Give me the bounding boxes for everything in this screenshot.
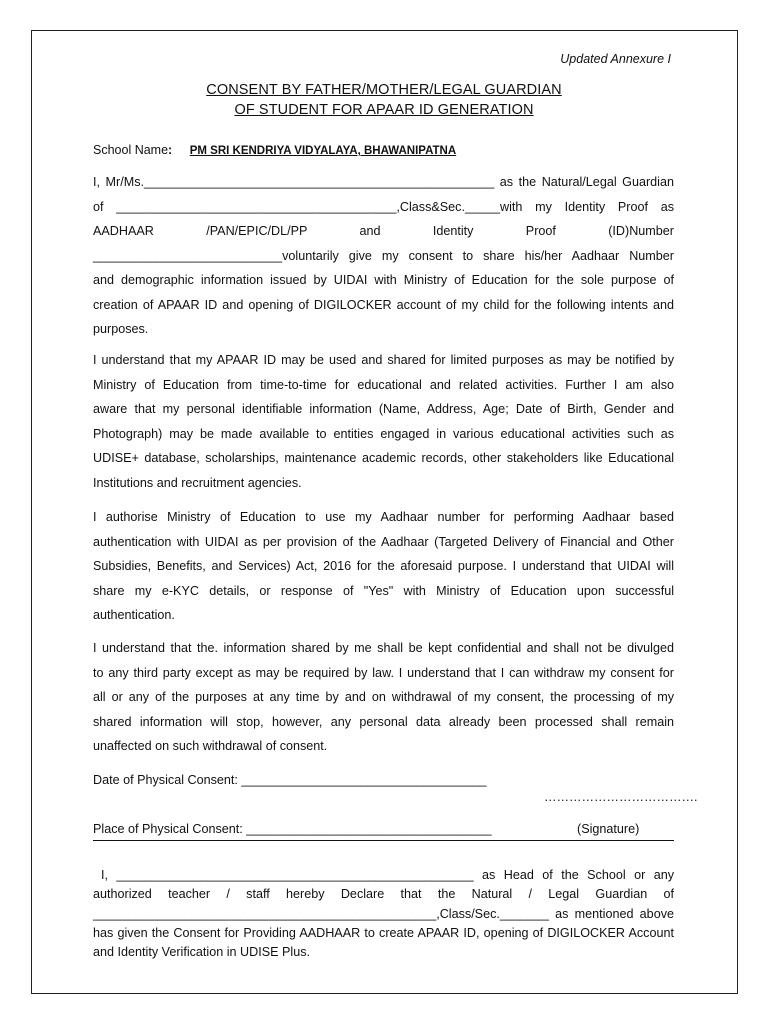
paragraph-line: I understand that my APAAR ID may be used and shared for limited purposes as may be notified by bbox=[93, 353, 674, 367]
head-of-school-declaration bbox=[93, 866, 674, 962]
paragraph-line: shared information will stop, however, any personal data already been processed shall remain bbox=[93, 714, 674, 729]
paragraph-line: ___________________________voluntarily give my consent to share his/her Aadhaar Number bbox=[93, 248, 674, 263]
school-name-colon: : bbox=[168, 143, 173, 157]
signature-label: (Signature) bbox=[577, 822, 640, 836]
document-title-line-2: OF STUDENT FOR APAAR ID GENERATION bbox=[234, 102, 534, 118]
paragraph-line: Subsidies, Benefits, and Services) Act, 2016 for the aforesaid purpose. I understand that UIDAI will bbox=[93, 559, 674, 573]
paragraph-line: has given the Consent for Providing AADHAAR to create APAAR ID, opening of DIGILOCKER Account bbox=[93, 925, 674, 940]
paragraph-line: I, ___________________________________________________ as Head of the School or any bbox=[101, 868, 674, 882]
paragraph-line: share my e-KYC details, or response of "Yes" with Ministry of Education upon successful bbox=[93, 583, 674, 598]
paragraph-line: aware that my personal identifiable information (Name, Address, Age; Date of Birth, Gender and bbox=[93, 402, 674, 416]
paragraph-line: Photograph) may be made available to entities engaged in various educational activities such as bbox=[93, 426, 674, 441]
paragraph-line: Ministry of Education from time-to-time for educational and related activities. Further I am also bbox=[93, 377, 674, 392]
paragraph-line: I authorise Ministry of Education to use my Aadhaar number for performing Aadhaar based bbox=[93, 510, 674, 524]
apaar-usage-paragraph bbox=[93, 348, 674, 495]
paragraph-line: and Identity Verification in UDISE Plus. bbox=[93, 945, 311, 960]
paragraph-line: AADHAAR /PAN/EPIC/DL/PP and Identity Proof (ID)Number bbox=[93, 224, 674, 238]
school-name-label: School Name bbox=[93, 143, 169, 157]
paragraph-line: authentication with UIDAI as per provision of the Aadhaar (Targeted Delivery of Financial and Other bbox=[93, 534, 674, 549]
paragraph-line: I, Mr/Ms.__________________________________________________ as the Natural/Legal Guardian bbox=[93, 175, 674, 189]
paragraph-line: of ________________________________________,Class&Sec._____with my Identity Proof as bbox=[93, 199, 674, 214]
date-of-consent-field: Date of Physical Consent: ___________________________________ bbox=[93, 773, 487, 787]
aadhaar-authentication-paragraph bbox=[93, 505, 674, 628]
paragraph-line: UDISE+ database, scholarships, maintenance academic records, other stakeholders like Educational bbox=[93, 451, 674, 465]
paragraph-line: to any third party except as may be required by law. I understand that I can withdraw my consent for bbox=[93, 665, 674, 680]
signature-dotted-line: ………………………………. bbox=[544, 790, 698, 804]
paragraph-line: and demographic information issued by UIDAI with Ministry of Education for the sole purpose of bbox=[93, 273, 674, 287]
place-of-consent-row bbox=[93, 822, 674, 841]
school-name-value: PM SRI KENDRIYA VIDYALAYA, BHAWANIPATNA bbox=[189, 145, 457, 157]
confidentiality-paragraph bbox=[93, 636, 674, 759]
document-title-line-1: CONSENT BY FATHER/MOTHER/LEGAL GUARDIAN bbox=[206, 82, 562, 98]
paragraph-line: creation of APAAR ID and opening of DIGILOCKER account of my child for the following intents and bbox=[93, 297, 674, 312]
paragraph-line: purposes. bbox=[93, 322, 149, 336]
paragraph-line: unaffected on such withdrawal of consent. bbox=[93, 739, 328, 753]
paragraph-line: authentication. bbox=[93, 608, 175, 622]
place-of-consent-field: Place of Physical Consent: ___________________________________ bbox=[93, 822, 492, 836]
paragraph-line: authorized teacher / staff hereby Declare that the Natural / Legal Guardian of bbox=[93, 887, 674, 902]
paragraph-line: _________________________________________________,Class/Sec._______ as mentioned above bbox=[93, 906, 674, 921]
paragraph-line: all or any of the purposes at any time by and on withdrawal of my consent, the processing of my bbox=[93, 690, 674, 704]
annexure-label: Updated Annexure I bbox=[560, 52, 671, 66]
guardian-declaration-paragraph bbox=[93, 170, 674, 342]
school-name-row bbox=[93, 143, 456, 157]
paragraph-line: Institutions and recruitment agencies. bbox=[93, 475, 302, 490]
paragraph-line: I understand that the. information shared by me shall be kept confidential and shall not be divulged bbox=[93, 641, 674, 655]
